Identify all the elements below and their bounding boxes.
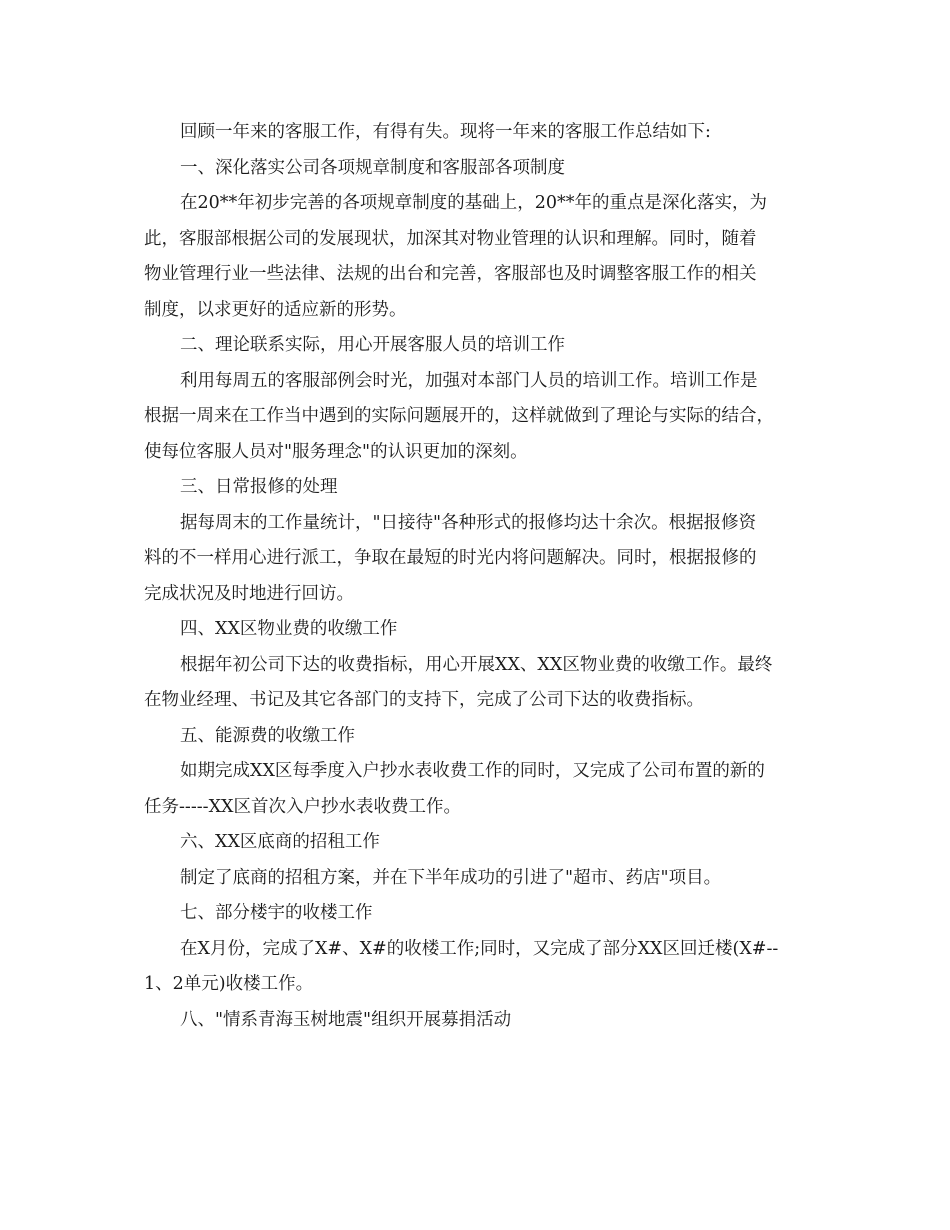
section-heading-3: 三、日常报修的处理: [180, 477, 338, 497]
paragraph-line: 在X月份，完成了X#、X#的收楼工作;同时，又完成了部分XX区回迁楼(X#--: [180, 938, 779, 959]
paragraph-line: 根据年初公司下达的收费指标，用心开展XX、XX区物业费的收缴工作。最终: [180, 654, 773, 675]
intro-paragraph: 回顾一年来的客服工作，有得有失。现将一年来的客服工作总结如下:: [180, 122, 711, 142]
paragraph-line: 在物业经理、书记及其它各部门的支持下，完成了公司下达的收费指标。: [144, 690, 704, 710]
paragraph-line: 制度，以求更好的适应新的形势。: [144, 299, 407, 320]
paragraph-line: 完成状况及时地进行回访。: [144, 583, 354, 604]
section-heading-8: 八、"情系青海玉树地震"组织开展募捐活动: [180, 1009, 512, 1030]
paragraph-line: 在20**年初步完善的各项规章制度的基础上，20**年的重点是深化落实，为: [180, 193, 768, 213]
paragraph-line: 制定了底商的招租方案，并在下半年成功的引进了"超市、药店"项目。: [180, 867, 722, 888]
paragraph-line: 此，客服部根据公司的发展现状，加深其对物业管理的认识和理解。同时，随着: [144, 228, 757, 249]
section-heading-1: 一、深化落实公司各项规章制度和客服部各项制度: [180, 157, 565, 178]
section-heading-4: 四、XX区物业费的收缴工作: [180, 619, 398, 639]
section-heading-6: 六、XX区底商的招租工作: [180, 832, 380, 852]
paragraph-line: 物业管理行业一些法律、法规的出台和完善，客服部也及时调整客服工作的相关: [144, 264, 757, 284]
paragraph-line: 如期完成XX区每季度入户抄水表收费工作的同时，又完成了公司布置的新的: [180, 761, 765, 781]
paragraph-line: 利用每周五的客服部例会时光，加强对本部门人员的培训工作。培训工作是: [180, 370, 758, 391]
section-heading-2: 二、理论联系实际，用心开展客服人员的培训工作: [180, 335, 565, 355]
paragraph-line: 使每位客服人员对"服务理念"的认识更加的深刻。: [144, 441, 528, 462]
section-heading-5: 五、能源费的收缴工作: [180, 725, 355, 746]
paragraph-line: 1、2单元)收楼工作。: [144, 974, 314, 994]
paragraph-line: 料的不一样用心进行派工，争取在最短的时光内将问题解决。同时，根据报修的: [144, 548, 757, 568]
paragraph-line: 任务-----XX区首次入户抄水表收费工作。: [144, 796, 461, 817]
section-heading-7: 七、部分楼宇的收楼工作: [180, 903, 373, 923]
document-body: [144, 115, 804, 1038]
paragraph-line: 据每周末的工作量统计，"日接待"各种形式的报修均达十余次。根据报修资: [180, 512, 757, 533]
paragraph-line: 根据一周来在工作当中遇到的实际问题展开的，这样就做到了理论与实际的结合，: [144, 406, 774, 426]
